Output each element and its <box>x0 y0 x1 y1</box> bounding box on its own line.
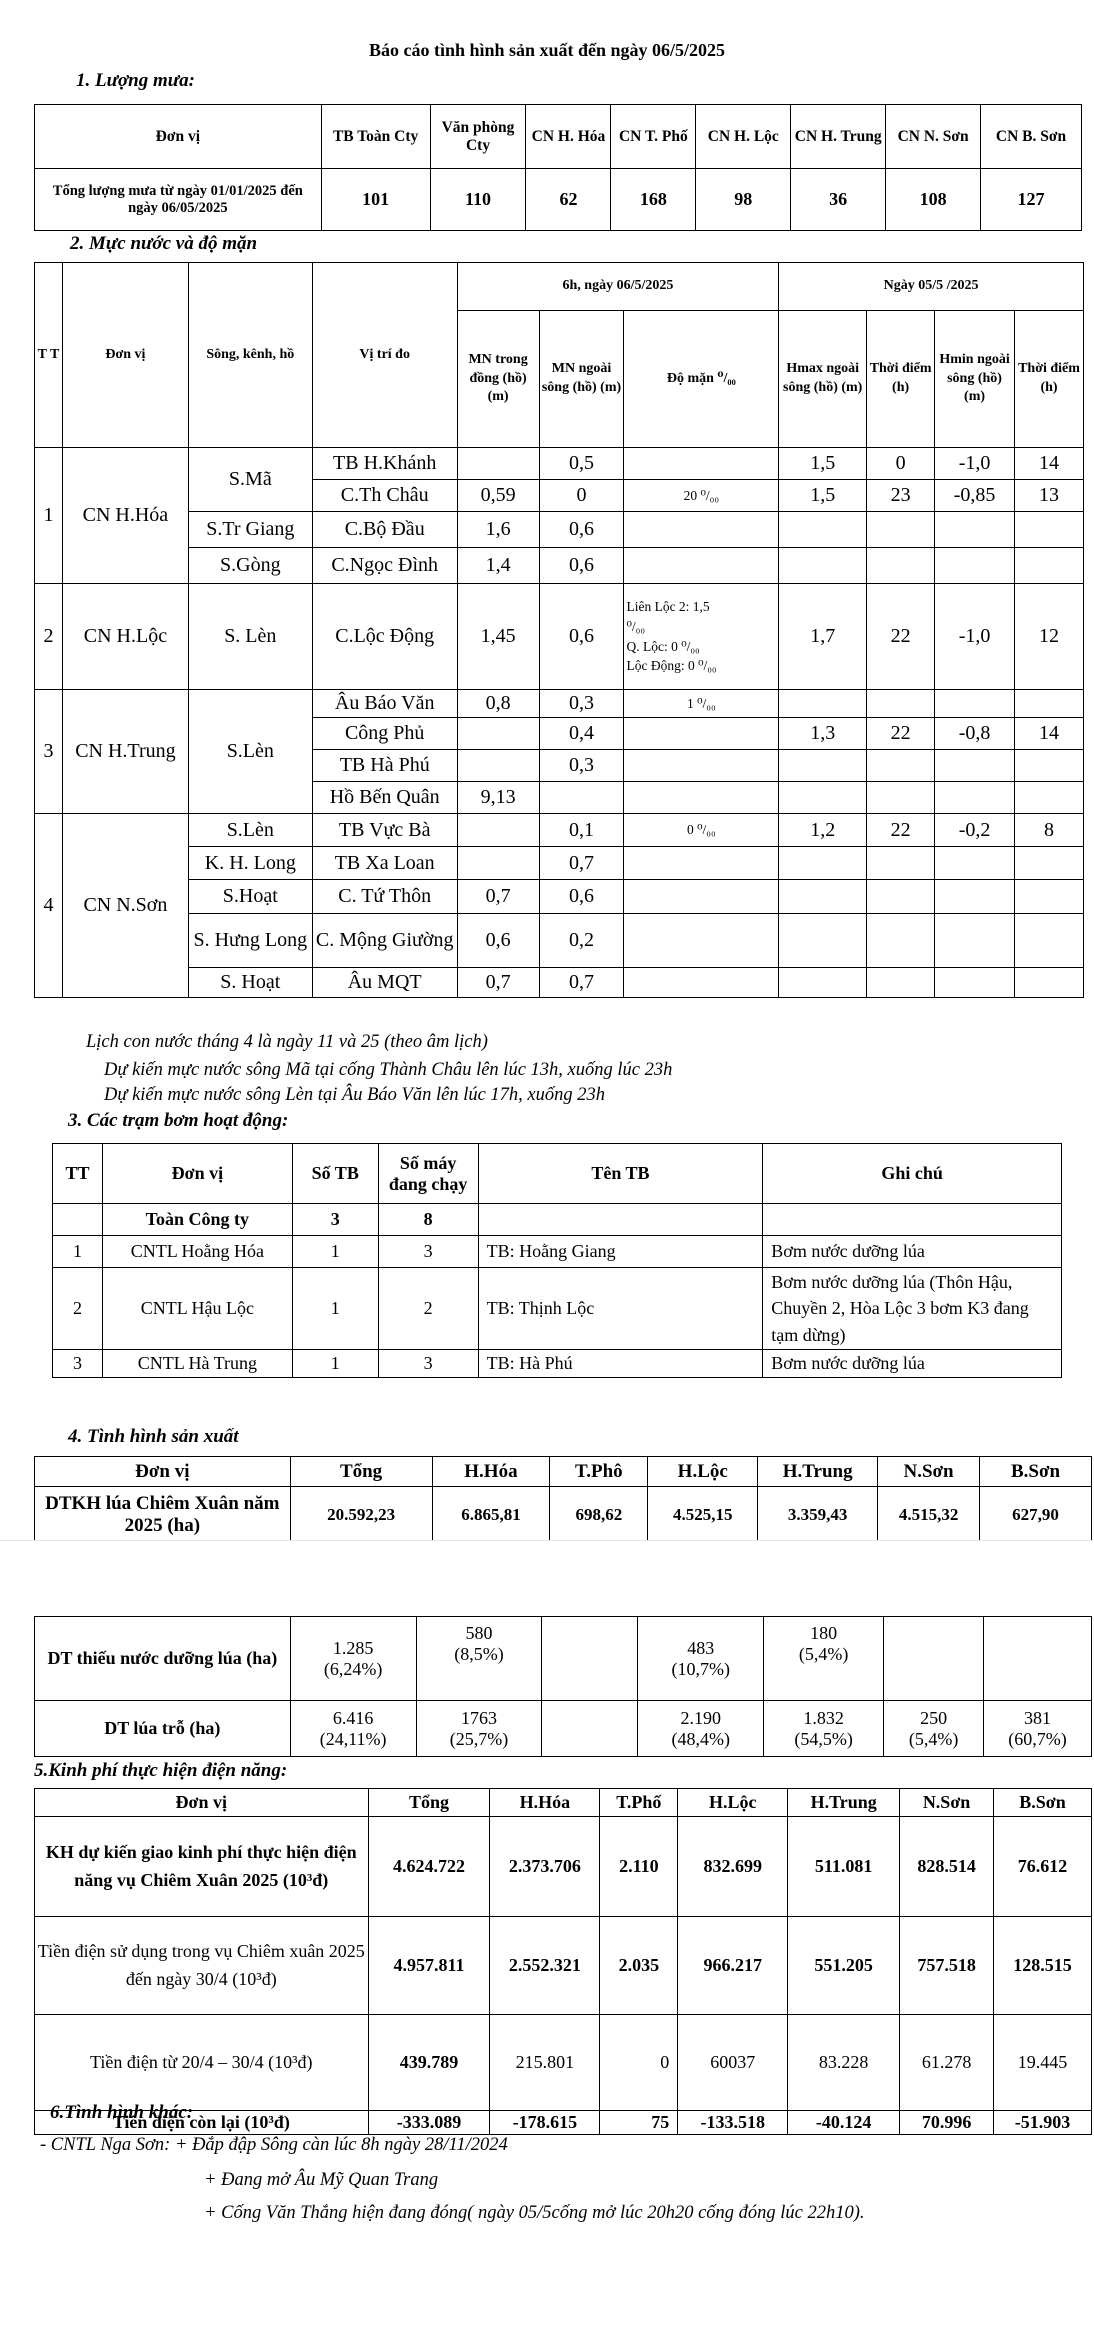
hmin: -1,0 <box>935 448 1015 480</box>
hmax-time: 0 <box>867 448 935 480</box>
header-mn-ngoai: MN ngoài sông (hồ) (m) <box>539 311 624 448</box>
row-name: TB: Hà Phú <box>478 1350 763 1378</box>
site-name: Âu Báo Văn <box>312 690 457 718</box>
hmin: -0,2 <box>935 814 1015 847</box>
area-percent: (10,7%) <box>671 1658 730 1679</box>
hmax: 1,5 <box>779 480 867 512</box>
mn-out: 0 <box>539 480 624 512</box>
hmin-time: 12 <box>1015 584 1084 690</box>
mn-in <box>457 750 539 782</box>
area-value: 2.190 <box>680 1707 721 1728</box>
salinity: 1 ⁰/₀₀ <box>624 690 779 718</box>
header-thoidiem-2: Thời điểm (h) <box>1015 311 1084 448</box>
row-may: 3 <box>378 1236 478 1268</box>
unit-name: CN H.Trung <box>62 690 188 814</box>
area-value: 1.832 <box>803 1707 844 1728</box>
section-6-heading: 6.Tình hình khác: <box>50 2102 194 2123</box>
cost-value: 19.445 <box>994 2015 1092 2111</box>
row-label: KH dự kiến giao kinh phí thực hiện điện năng vụ Chiêm Xuân 2025 (10³đ) <box>35 1817 369 1917</box>
cost-value: 551.205 <box>788 1917 900 2015</box>
river-name: S.Gòng <box>188 548 312 584</box>
cost-value: 4.624.722 <box>368 1817 490 1917</box>
header-group-05: Ngày 05/5 /2025 <box>779 263 1084 311</box>
row-note: Bơm nước dưỡng lúa (Thôn Hậu, Chuyền 2, Hòa Lộc 3 bơm K3 đang tạm dừng) <box>763 1268 1062 1350</box>
area-cell <box>764 1617 884 1701</box>
site-name: C. Mộng Giường <box>312 914 457 968</box>
row-unit: CNTL Hoằng Hóa <box>102 1236 292 1268</box>
row-label: DTKH lúa Chiêm Xuân năm 2025 (ha) <box>35 1487 291 1543</box>
mn-out: 0,6 <box>539 512 624 548</box>
cost-value: 966.217 <box>678 1917 788 2015</box>
mn-in: 9,13 <box>457 782 539 814</box>
cost-value: 215.801 <box>490 2015 600 2111</box>
area-percent: (8,5%) <box>454 1644 504 1664</box>
salinity-line: Liên Lộc 2: 1,5 <box>626 599 710 615</box>
mn-out <box>539 782 624 814</box>
area-value: 20.592,23 <box>290 1487 432 1543</box>
report-title: Báo cáo tình hình sản xuất đến ngày 06/5/2025 <box>368 40 726 60</box>
row-label: DT thiếu nước dưỡng lúa (ha) <box>35 1617 291 1701</box>
header-hmin: Hmin ngoài sông (hồ) (m) <box>935 311 1015 448</box>
mn-out: 0,5 <box>539 448 624 480</box>
area-cell <box>416 1617 542 1701</box>
hmax: 1,3 <box>779 718 867 750</box>
rain-value: 108 <box>886 169 981 231</box>
mn-in: 0,7 <box>457 880 539 914</box>
cost-value: 83.228 <box>788 2015 900 2111</box>
cost-value: -178.615 <box>490 2111 600 2135</box>
unit-tt: 2 <box>35 584 63 690</box>
row-note: Bơm nước dưỡng lúa <box>763 1350 1062 1378</box>
river-name: S. Lèn <box>188 584 312 690</box>
mn-in: 1,6 <box>457 512 539 548</box>
area-value: 698,62 <box>550 1487 648 1543</box>
unit-name: CN H.Lộc <box>62 584 188 690</box>
river-name: S.Lèn <box>188 690 312 814</box>
mn-out: 0,3 <box>539 690 624 718</box>
area-percent: (5,4%) <box>798 1644 849 1664</box>
unit-tt: 1 <box>35 448 63 584</box>
site-name: Âu MQT <box>312 968 457 998</box>
total-label: Toàn Công ty <box>102 1204 292 1236</box>
col-header: H.Hóa <box>490 1789 600 1817</box>
area-value: 6.416 <box>332 1707 374 1728</box>
col-header: Đơn vị <box>35 1457 291 1487</box>
rain-value: 168 <box>611 169 696 231</box>
river-name: S.Hoạt <box>188 880 312 914</box>
row-tt: 1 <box>53 1236 103 1268</box>
mn-in: 0,59 <box>457 480 539 512</box>
tide-note: Lịch con nước tháng 4 là ngày 11 và 25 (theo âm lịch) <box>86 1032 488 1052</box>
hmax-time: 22 <box>867 814 935 847</box>
hmax: 1,2 <box>779 814 867 847</box>
area-percent: (5,4%) <box>908 1728 959 1749</box>
river-name: S. Hưng Long <box>188 914 312 968</box>
other-line: - CNTL Nga Sơn: + Đắp đập Sông càn lúc 8h ngày 28/11/2024 <box>40 2135 508 2155</box>
cost-value: -51.903 <box>994 2111 1092 2135</box>
area-value: 4.515,32 <box>878 1487 980 1543</box>
header-donvi: Đơn vị <box>62 263 188 448</box>
unit-tt: 3 <box>35 690 63 814</box>
area-cell <box>884 1701 984 1757</box>
section-4-heading: 4. Tình hình sản xuất <box>68 1426 239 1447</box>
cost-value: 128.515 <box>994 1917 1092 2015</box>
col-header: CN T. Phố <box>611 105 696 169</box>
header-doman: Độ mặn ⁰/₀₀ <box>624 311 779 448</box>
mn-in: 0,8 <box>457 690 539 718</box>
col-header: CN H. Lộc <box>696 105 791 169</box>
row-tb: 1 <box>292 1268 378 1350</box>
col-header: Đơn vị <box>35 105 322 169</box>
mn-in: 1,45 <box>457 584 539 690</box>
rainfall-table <box>34 104 1082 231</box>
row-tt: 3 <box>53 1350 103 1378</box>
col-header: Tên TB <box>478 1144 763 1204</box>
mn-in: 1,4 <box>457 548 539 584</box>
site-name: C.Ngọc Đình <box>312 548 457 584</box>
cost-value: 4.957.811 <box>368 1917 490 2015</box>
unit-name: CN N.Sơn <box>62 814 188 998</box>
mn-in <box>457 448 539 480</box>
col-header: B.Sơn <box>980 1457 1092 1487</box>
river-name: S.Mã <box>188 448 312 512</box>
cost-value: 439.789 <box>368 2015 490 2111</box>
cost-value: 61.278 <box>900 2015 994 2111</box>
header-hmax: Hmax ngoài sông (hồ) (m) <box>779 311 867 448</box>
header-tt: T T <box>35 263 63 448</box>
mn-out: 0,6 <box>539 548 624 584</box>
row-tb: 1 <box>292 1350 378 1378</box>
site-name: C.Th Châu <box>312 480 457 512</box>
river-name: S.Lèn <box>188 814 312 847</box>
forecast-note-ma: Dự kiến mực nước sông Mã tại cống Thành Châu lên lúc 13h, xuống lúc 23h <box>104 1060 673 1080</box>
hmin-time: 8 <box>1015 814 1084 847</box>
col-header: CN B. Sơn <box>981 105 1082 169</box>
area-cell <box>290 1617 416 1701</box>
area-value: 3.359,43 <box>758 1487 878 1543</box>
area-cell <box>638 1701 764 1757</box>
mn-in: 0,7 <box>457 968 539 998</box>
hmin: -0,85 <box>935 480 1015 512</box>
col-header: Tổng <box>368 1789 490 1817</box>
hmax: 1,5 <box>779 448 867 480</box>
cost-value: -40.124 <box>788 2111 900 2135</box>
row-unit: CNTL Hà Trung <box>102 1350 292 1378</box>
header-mn-trong: MN trong đồng (hồ) (m) <box>457 311 539 448</box>
site-name: TB Hà Phú <box>312 750 457 782</box>
cost-value: 832.699 <box>678 1817 788 1917</box>
section-3-heading: 3. Các trạm bơm hoạt động: <box>68 1110 289 1131</box>
row-may: 2 <box>378 1268 478 1350</box>
mn-in <box>457 847 539 880</box>
col-header: Số TB <box>292 1144 378 1204</box>
header-song: Sông, kênh, hồ <box>188 263 312 448</box>
area-cell <box>416 1701 542 1757</box>
row-label: DT lúa trỗ (ha) <box>35 1701 291 1757</box>
area-percent: (6,24%) <box>323 1658 383 1679</box>
hmin-time: 13 <box>1015 480 1084 512</box>
mn-out: 0,7 <box>539 847 624 880</box>
area-value: 180 <box>810 1623 838 1643</box>
other-line: + Cống Văn Thắng hiện đang đóng( ngày 05/5cống mở lúc 20h20 cống đóng lúc 22h10). <box>204 2203 865 2223</box>
col-header: H.Lộc <box>648 1457 758 1487</box>
cost-value: 511.081 <box>788 1817 900 1917</box>
electricity-table <box>34 1788 1092 2135</box>
area-value: 6.865,81 <box>432 1487 550 1543</box>
area-cell <box>542 1617 638 1701</box>
area-value: 580 <box>465 1623 493 1643</box>
col-header: TB Toàn Cty <box>321 105 430 169</box>
salinity-line: Lộc Động: 0 ⁰/₀₀ <box>626 658 717 674</box>
area-percent: (60,7%) <box>1008 1728 1067 1749</box>
site-name: C. Tứ Thôn <box>312 880 457 914</box>
production-table <box>34 1456 1092 1543</box>
col-header: Đơn vị <box>35 1789 369 1817</box>
unit-name: CN H.Hóa <box>62 448 188 584</box>
area-cell <box>542 1701 638 1757</box>
mn-out: 0,6 <box>539 584 624 690</box>
cost-value: 2.110 <box>600 1817 678 1917</box>
col-header: CN H. Trung <box>791 105 886 169</box>
salinity: 20 ⁰/₀₀ <box>624 480 779 512</box>
rain-value: 127 <box>981 169 1082 231</box>
site-name: Công Phủ <box>312 718 457 750</box>
row-tb: 1 <box>292 1236 378 1268</box>
pump-station-table <box>52 1143 1062 1378</box>
total-may: 8 <box>378 1204 478 1236</box>
area-value: 381 <box>1024 1707 1052 1728</box>
row-label: Tiền điện sử dụng trong vụ Chiêm xuân 2025 đến ngày 30/4 (10³đ) <box>35 1917 369 2015</box>
cost-value: 0 <box>600 2015 678 2111</box>
area-cell <box>984 1701 1092 1757</box>
area-cell <box>764 1701 884 1757</box>
col-header: H.Hóa <box>432 1457 550 1487</box>
cost-value: 2.373.706 <box>490 1817 600 1917</box>
cost-value: 757.518 <box>900 1917 994 2015</box>
water-level-table <box>34 262 1084 998</box>
rain-value: 36 <box>791 169 886 231</box>
area-percent: (24,11%) <box>319 1728 387 1749</box>
col-header: H.Trung <box>758 1457 878 1487</box>
mn-in <box>457 814 539 847</box>
cost-value: 75 <box>600 2111 678 2135</box>
col-header: Tổng <box>290 1457 432 1487</box>
col-header: TT <box>53 1144 103 1204</box>
row-label: Tiền điện từ 20/4 – 30/4 (10³đ) <box>35 2015 369 2111</box>
col-header: Văn phòng Cty <box>430 105 526 169</box>
site-name: Hồ Bến Quân <box>312 782 457 814</box>
area-value: 1.285 <box>332 1637 374 1658</box>
cost-value: 2.035 <box>600 1917 678 2015</box>
col-header: N.Sơn <box>900 1789 994 1817</box>
rain-value: 98 <box>696 169 791 231</box>
col-header: Số máy đang chạy <box>378 1144 478 1204</box>
rain-value: 110 <box>430 169 526 231</box>
rain-value: 101 <box>321 169 430 231</box>
mn-in: 0,6 <box>457 914 539 968</box>
area-percent: (54,5%) <box>794 1728 853 1749</box>
row-name: TB: Hoằng Giang <box>478 1236 763 1268</box>
col-header: CN N. Sơn <box>886 105 981 169</box>
hmin-time: 14 <box>1015 718 1084 750</box>
col-header: H.Trung <box>788 1789 900 1817</box>
area-percent: (48,4%) <box>671 1728 730 1749</box>
area-cell <box>984 1617 1092 1701</box>
section-2-heading: 2. Mực nước và độ mặn <box>70 233 258 254</box>
mn-out: 0,6 <box>539 880 624 914</box>
mn-out: 0,4 <box>539 718 624 750</box>
river-name: S. Hoạt <box>188 968 312 998</box>
hmin-time: 14 <box>1015 448 1084 480</box>
mn-out: 0,7 <box>539 968 624 998</box>
header-group-6h: 6h, ngày 06/5/2025 <box>457 263 779 311</box>
river-name: S.Tr Giang <box>188 512 312 548</box>
col-header: Ghi chú <box>763 1144 1062 1204</box>
row-label: Tiền điện còn lại (10³đ) <box>35 2111 369 2135</box>
area-cell <box>290 1701 416 1757</box>
area-percent: (25,7%) <box>449 1728 509 1749</box>
site-name: TB Xa Loan <box>312 847 457 880</box>
mn-in <box>457 718 539 750</box>
area-value: 4.525,15 <box>648 1487 758 1543</box>
row-may: 3 <box>378 1350 478 1378</box>
salinity-multi <box>624 584 779 690</box>
hmax-time: 22 <box>867 718 935 750</box>
col-header: H.Lộc <box>678 1789 788 1817</box>
row-note: Bơm nước dưỡng lúa <box>763 1236 1062 1268</box>
area-cell <box>638 1617 764 1701</box>
hmax: 1,7 <box>779 584 867 690</box>
site-name: TB H.Khánh <box>312 448 457 480</box>
area-value: 627,90 <box>980 1487 1092 1543</box>
mn-out: 0,2 <box>539 914 624 968</box>
cost-value: -133.518 <box>678 2111 788 2135</box>
row-unit: CNTL Hậu Lộc <box>102 1268 292 1350</box>
cost-value: 76.612 <box>994 1817 1092 1917</box>
area-value: 250 <box>920 1707 948 1728</box>
col-header: B.Sơn <box>994 1789 1092 1817</box>
row-label: Tổng lượng mưa từ ngày 01/01/2025 đến ngày 06/05/2025 <box>35 169 322 231</box>
area-cell <box>884 1617 984 1701</box>
salinity-line: ⁰/₀₀ <box>626 618 646 634</box>
total-tb: 3 <box>292 1204 378 1236</box>
cost-value: 60037 <box>678 2015 788 2111</box>
page-break <box>0 1540 1094 1601</box>
mn-out: 0,1 <box>539 814 624 847</box>
section-1-heading: 1. Lượng mưa: <box>76 70 195 91</box>
area-value: 1763 <box>461 1707 498 1728</box>
cost-value: 70.996 <box>900 2111 994 2135</box>
hmin: -0,8 <box>935 718 1015 750</box>
hmax-time: 22 <box>867 584 935 690</box>
header-vitri: Vị trí đo <box>312 263 457 448</box>
section-5-heading: 5.Kinh phí thực hiện điện năng: <box>34 1760 288 1781</box>
col-header: T.Phố <box>600 1789 678 1817</box>
area-value: 483 <box>687 1637 715 1658</box>
salinity-line: Q. Lộc: 0 ⁰/₀₀ <box>626 638 700 654</box>
other-line: + Đang mở Âu Mỹ Quan Trang <box>204 2170 439 2190</box>
hmax-time: 23 <box>867 480 935 512</box>
cost-value: -333.089 <box>368 2111 490 2135</box>
col-header: T.Phô <box>550 1457 648 1487</box>
salinity: 0 ⁰/₀₀ <box>624 814 779 847</box>
col-header: Đơn vị <box>102 1144 292 1204</box>
col-header: CN H. Hóa <box>526 105 611 169</box>
cost-value: 2.552.321 <box>490 1917 600 2015</box>
salinity <box>624 448 779 480</box>
site-name: C.Bộ Đầu <box>312 512 457 548</box>
rain-value: 62 <box>526 169 611 231</box>
site-name: TB Vực Bà <box>312 814 457 847</box>
site-name: C.Lộc Động <box>312 584 457 690</box>
mn-out: 0,3 <box>539 750 624 782</box>
row-name: TB: Thịnh Lộc <box>478 1268 763 1350</box>
hmin: -1,0 <box>935 584 1015 690</box>
cost-value: 828.514 <box>900 1817 994 1917</box>
forecast-note-len: Dự kiến mực nước sông Lèn tại Âu Báo Văn lên lúc 17h, xuống 23h <box>104 1085 606 1105</box>
shortage-table <box>34 1616 1092 1757</box>
unit-tt: 4 <box>35 814 63 998</box>
river-name: K. H. Long <box>188 847 312 880</box>
header-thoidiem-1: Thời điểm (h) <box>867 311 935 448</box>
col-header: N.Sơn <box>878 1457 980 1487</box>
row-tt: 2 <box>53 1268 103 1350</box>
